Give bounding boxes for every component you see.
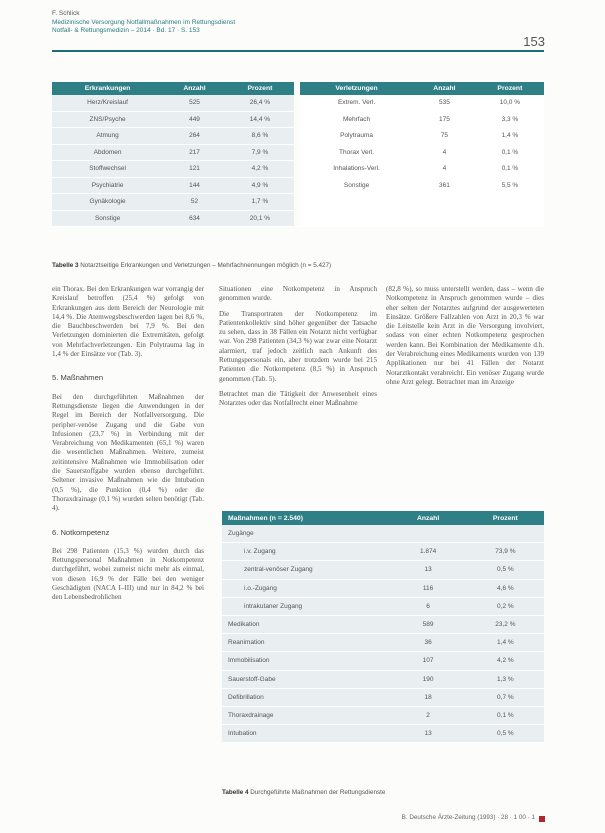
paragraph: ein Thorax. Bei den Erkrankungen war vorrangig der Kreislauf betroffen (25,4 %) gefolgt von Erkrankungen aus dem Bereich der Neurologie mit 14,4 %. Die Atemwegsbeschwerden lagen bei 8,6 %, die Bauchbeschwerden bei 7,9 %. Bei den Verletzungen dominierten die Extremitäten, gefolgt von Mehrfachverletzungen. Ein Polytrauma lag in 1,4 % der Einsätze vor (Tab. 3). [52, 285, 204, 359]
paragraph: Betrachtet man die Tätigkeit der Anwesenheit eines Notarztes oder das Notfallrecht einer Maßnahme [219, 389, 377, 408]
table-cell: Zugänge [222, 525, 389, 543]
table-cell [476, 194, 544, 211]
table-row [52, 128, 544, 145]
table-cell: 26,4 % [226, 95, 294, 111]
header-line-1: Medizinische Versorgung Notfallmaßnahmen im Rettungsdienst [52, 18, 236, 26]
table-cell: 190 [389, 670, 466, 688]
table-row [222, 561, 544, 579]
table-cell: 535 [413, 95, 476, 111]
table-cell: 10,0 % [476, 95, 544, 111]
table-cell: 1,7 % [226, 194, 294, 211]
table-cell: 1,3 % [467, 670, 544, 688]
table-row [222, 597, 544, 615]
table-cell: 589 [389, 615, 466, 633]
table-cell: 4 [413, 144, 476, 161]
section-heading: 5. Maßnahmen [52, 373, 104, 383]
table-row [52, 111, 544, 128]
header-author: F. Schlick [52, 10, 80, 17]
table-cell: 121 [163, 161, 226, 178]
table-cell: Thorax Verl. [300, 144, 413, 161]
table-cell: 0,5 % [467, 561, 544, 579]
table-row [222, 688, 544, 706]
table-cell: 8,6 % [226, 128, 294, 145]
table-cell: 13 [389, 725, 466, 743]
table-cell: 0,1 % [476, 161, 544, 178]
paragraph: Die Transportraten der Notkompetenz im Patientenkollektiv sind höher gegenüber der Tatsache zu sehen, dass in 38 Fällen ein Notarzt nicht verfügbar war. Von 298 Patienten (34,3 %) war zwar eine Notarzt alarmiert, traf jedoch zeitlich nach Ankunft des Rettungspersonals ein, aber trotzdem wurde bei 215 Patienten die Notkompetenz (8,5 %) in Anspruch genommen (Tab. 5). [219, 309, 377, 383]
table-cell: 6 [389, 597, 466, 615]
table-row [52, 194, 544, 211]
table-cell: Defibrillation [222, 688, 389, 706]
table-body [222, 525, 544, 743]
table-cell: i.v. Zugang [222, 543, 389, 561]
table-header-cell: Prozent [467, 511, 544, 525]
table-cell: Polytrauma [300, 128, 413, 145]
table-cell: 0,1 % [476, 144, 544, 161]
table-cell: 144 [163, 177, 226, 194]
table-cell: 1,4 % [476, 128, 544, 145]
table-header-cell: Erkrankungen [52, 82, 163, 95]
table-cell [300, 210, 413, 227]
table-cell [467, 525, 544, 543]
table-cell: 52 [163, 194, 226, 211]
table-header-cell: Anzahl [389, 511, 466, 525]
table-row [222, 543, 544, 561]
table-cell: 525 [163, 95, 226, 111]
table-cell: Sonstige [300, 177, 413, 194]
table-header-cell: Prozent [226, 82, 294, 95]
table-cell: Mehrfach [300, 111, 413, 128]
table-cell [413, 210, 476, 227]
table-cell: 217 [163, 144, 226, 161]
table-row [222, 706, 544, 724]
table-cell: 73,9 % [467, 543, 544, 561]
table-cell: 175 [413, 111, 476, 128]
table-header-cell: Prozent [476, 82, 544, 95]
table-cell: ZNS/Psyche [52, 111, 163, 128]
table-cell: 7,9 % [226, 144, 294, 161]
table-cell: 1.874 [389, 543, 466, 561]
header-line-2: Notfall- & Rettungsmedizin – 2014 · Bd. 17 · S. 153 [52, 27, 200, 34]
table-cell: Sauerstoff-Gabe [222, 670, 389, 688]
page-number: 153 [523, 34, 545, 49]
table-cell: 449 [163, 111, 226, 128]
table-cell: 75 [413, 128, 476, 145]
table-cell: 20,1 % [226, 210, 294, 227]
table-row [222, 615, 544, 633]
table-cell [413, 194, 476, 211]
caption-label: Tabelle 3 [52, 262, 79, 269]
text-column-2 [219, 285, 377, 415]
table-row [222, 579, 544, 597]
table-cell: 5,5 % [476, 177, 544, 194]
caption-text: Notarztseitige Erkrankungen und Verletzungen – Mehrfachnennungen möglich (n = 5.427) [78, 262, 332, 269]
table-cell: 4,9 % [226, 177, 294, 194]
table-cell: Reanimation [222, 634, 389, 652]
running-header [52, 10, 552, 36]
table-cell: 18 [389, 688, 466, 706]
table-cell: 36 [389, 634, 466, 652]
text-column-1 [52, 285, 204, 609]
table-header-row [222, 511, 544, 525]
table-cell: 23,2 % [467, 615, 544, 633]
table-cell: Atmung [52, 128, 163, 145]
table-cell [300, 194, 413, 211]
table-header-cell: Anzahl [413, 82, 476, 95]
table-cell: 0,7 % [467, 688, 544, 706]
table-cell: 1,4 % [467, 634, 544, 652]
table-row [52, 210, 544, 227]
table-cell: 14,4 % [226, 111, 294, 128]
table-row [222, 670, 544, 688]
paragraph: Bei den durchgeführten Maßnahmen der Rettungsdienste liegen die Anwendungen in der Regel im Bereich der Notfallversorgung. Die peripher-venöse Zugang und die Gabe von Infusionen (23,7 %) in Verbindung mit der Verabreichung von Medikamenten (65,1 %) waren die wesentlichen Maßnahmen. Weitere, zumeist zeitintensive Maßnahmen wie Immobilisation oder die Sauerstoffgabe wurden ebenso durchgeführt. Seltener invasive Maßnahmen wie die Intubation (0,5 %), die Punktion (0,4 %) oder die Thoraxdrainage (0,1 %) wurden selten benötigt (Tab. 4). [52, 392, 204, 513]
footer-marker [539, 816, 545, 822]
table-row [52, 144, 544, 161]
table-cell: 107 [389, 652, 466, 670]
caption-label: Tabelle 4 [222, 789, 249, 796]
table-cell: Gynäkologie [52, 194, 163, 211]
table-row [222, 725, 544, 743]
table-cell: 4,2 % [226, 161, 294, 178]
table-row [52, 95, 544, 111]
table-cell: 264 [163, 128, 226, 145]
table-cell: 361 [413, 177, 476, 194]
table-cell: 13 [389, 561, 466, 579]
table-cell: Abdomen [52, 144, 163, 161]
section-heading: 6. Notkompetenz [52, 527, 110, 537]
table-cell: Immobilisation [222, 652, 389, 670]
page-footer: B. Deutsche Ärzte-Zeitung (1993) · 28 · 1 00 · 1 [401, 814, 535, 821]
table-cell: Herz/Kreislauf [52, 95, 163, 111]
table-4-caption [222, 789, 385, 796]
table-cell [476, 210, 544, 227]
table-diagnoses [52, 82, 544, 227]
table-cell: 0,5 % [467, 725, 544, 743]
table-cell: 4,2 % [467, 652, 544, 670]
table-row [222, 525, 544, 543]
table-measures [222, 511, 544, 743]
header-rule [52, 50, 544, 52]
table-cell: Intubation [222, 725, 389, 743]
table-cell: 116 [389, 579, 466, 597]
table-row [222, 652, 544, 670]
table-cell: 4 [413, 161, 476, 178]
table-cell: Thoraxdrainage [222, 706, 389, 724]
paragraph: Situationen eine Notkompetenz in Anspruch genommen wurde. [219, 285, 377, 303]
text-column-3 [386, 285, 544, 393]
table-cell [389, 525, 466, 543]
table-cell: 0,2 % [467, 597, 544, 615]
table-cell: Medikation [222, 615, 389, 633]
table-cell: 0,1 % [467, 706, 544, 724]
table-cell: intrakutaner Zugang [222, 597, 389, 615]
table-cell: i.o.-Zugang [222, 579, 389, 597]
table-row [52, 177, 544, 194]
table-cell: Extrem. Verl. [300, 95, 413, 111]
caption-text: Durchgeführte Maßnahmen der Rettungsdienste [248, 789, 386, 796]
paragraph: Bei 298 Patienten (15,3 %) wurden durch das Rettungspersonal Maßnahmen in Notkompetenz durchgeführt, wobei zumeist nicht mehr als einmal, von diesen 16,9 % der Fälle bei den weniger Geschädigten (NACA I–III) und nur in 84,2 % bei den Lebensbedrohlichen [52, 546, 204, 602]
table-header-cell: Maßnahmen (n = 2.540) [222, 511, 389, 525]
table-header-cell: Anzahl [163, 82, 226, 95]
table-cell: Sonstige [52, 210, 163, 227]
table-cell: Psychiatrie [52, 177, 163, 194]
table-cell: 2 [389, 706, 466, 724]
table-cell: Inhalations-Verl. [300, 161, 413, 178]
table-header-cell: Verletzungen [300, 82, 413, 95]
table-cell: zentral-venöser Zugang [222, 561, 389, 579]
table-cell: Stoffwechsel [52, 161, 163, 178]
table-row [52, 161, 544, 178]
table-cell: 634 [163, 210, 226, 227]
table-header-row [52, 82, 544, 95]
table-row [222, 634, 544, 652]
paragraph: (82,8 %), so muss unterstellt werden, dass – wenn die Notkompetenz in Anspruch genommen wurde – dies eher selten der Notarztes aufgrund der ausgewerteten Einsätze. Größere Fallzahlen von Arzt in 20,3 % war die Leitstelle kein Arzt in die Versorgung involviert, sodass von einer echten Notkompetenz gesprochen werden kann. Bei Kombination der Medikamente d.h. der Verabreichung eines Medikaments wurden von 139 Applikationen nur bei 41 Fällen der Notarzt Notarztkontakt verabreicht. Ein venöser Zugang wurde ohne Arzt gelegt. Betrachtet man im Anzeige [386, 285, 544, 386]
table-cell: 3,3 % [476, 111, 544, 128]
table-body [52, 95, 544, 227]
table-3-caption [52, 262, 331, 269]
table-cell: 4,6 % [467, 579, 544, 597]
